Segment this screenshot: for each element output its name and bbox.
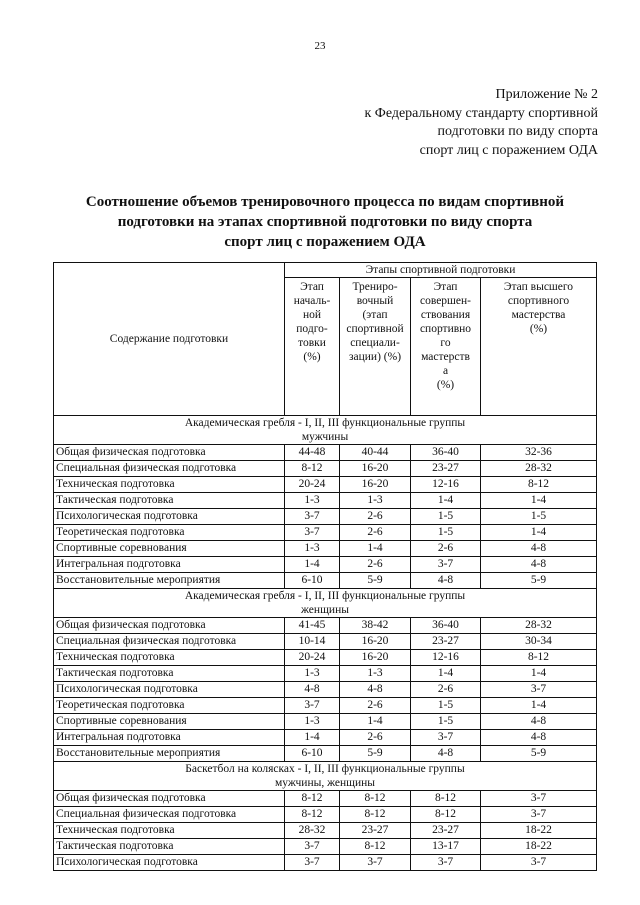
section-title-line: мужчины, женщины: [274, 777, 376, 789]
row-value: 2-6: [340, 557, 411, 573]
row-name: Психологическая подготовка: [54, 682, 285, 698]
row-name: Тактическая подготовка: [54, 666, 285, 682]
row-value: 1-3: [285, 666, 340, 682]
row-value: 23-27: [340, 823, 411, 839]
row-value: 8-12: [411, 807, 481, 823]
row-value: 1-4: [285, 730, 340, 746]
row-value: 3-7: [285, 509, 340, 525]
stage-header: [411, 278, 481, 416]
row-name: Психологическая подготовка: [54, 509, 285, 525]
row-value: 8-12: [340, 807, 411, 823]
stage-header-line: Трениро-: [352, 281, 398, 293]
row-name: Специальная физическая подготовка: [54, 807, 285, 823]
row-value: 4-8: [340, 682, 411, 698]
row-value: 8-12: [411, 791, 481, 807]
row-value: 38-42: [340, 618, 411, 634]
row-value: 3-7: [340, 855, 411, 871]
row-value: 23-27: [411, 823, 481, 839]
row-value: 36-40: [411, 445, 481, 461]
table-row: [54, 525, 597, 541]
row-name: Спортивные соревнования: [54, 541, 285, 557]
table-row: [54, 823, 597, 839]
section-row: [54, 416, 597, 445]
table-row: [54, 461, 597, 477]
row-value: 3-7: [285, 698, 340, 714]
row-value: 1-4: [411, 493, 481, 509]
table-row: [54, 573, 597, 589]
row-value: 1-4: [411, 666, 481, 682]
stage-header: [285, 278, 340, 416]
row-name: Специальная физическая подготовка: [54, 461, 285, 477]
row-value: 3-7: [285, 855, 340, 871]
row-value: 40-44: [340, 445, 411, 461]
row-name: Теоретическая подготовка: [54, 698, 285, 714]
row-name: Интегральная подготовка: [54, 730, 285, 746]
table-row: [54, 493, 597, 509]
row-name: Общая физическая подготовка: [54, 791, 285, 807]
row-value: 1-3: [285, 541, 340, 557]
row-value: 1-5: [411, 714, 481, 730]
table-row: [54, 855, 597, 871]
stage-header-line: совершен-: [419, 295, 471, 307]
row-value: 8-12: [340, 791, 411, 807]
row-value: 18-22: [481, 839, 597, 855]
row-value: 10-14: [285, 634, 340, 650]
row-value: 3-7: [411, 557, 481, 573]
row-value: 1-5: [411, 509, 481, 525]
row-value: 44-48: [285, 445, 340, 461]
row-value: 4-8: [481, 541, 597, 557]
row-value: 4-8: [411, 573, 481, 589]
row-value: 1-5: [481, 509, 597, 525]
row-value: 1-3: [340, 666, 411, 682]
row-value: 1-4: [285, 557, 340, 573]
section-title-line: мужчины: [301, 431, 349, 443]
row-value: 3-7: [481, 791, 597, 807]
stage-header-line: специали-: [350, 337, 400, 349]
row-value: 8-12: [285, 791, 340, 807]
stage-header-line: (этап: [362, 309, 388, 321]
row-name: Тактическая подготовка: [54, 839, 285, 855]
stage-header-line: началь-: [293, 295, 331, 307]
table-row: [54, 477, 597, 493]
row-value: 1-4: [481, 525, 597, 541]
table-row: [54, 714, 597, 730]
table-row: [54, 541, 597, 557]
row-value: 1-3: [340, 493, 411, 509]
row-value: 20-24: [285, 477, 340, 493]
row-value: 36-40: [411, 618, 481, 634]
row-value: 3-7: [285, 839, 340, 855]
section-title: [54, 762, 597, 791]
section-title-line: Баскетбол на колясках - I, II, III функциональные группы: [185, 763, 465, 775]
row-value: 1-4: [481, 493, 597, 509]
row-value: 4-8: [481, 557, 597, 573]
row-value: 1-5: [411, 525, 481, 541]
section-title: [54, 416, 597, 445]
table-row: [54, 791, 597, 807]
stage-header-line: спортивно: [419, 323, 472, 335]
row-value: 3-7: [411, 730, 481, 746]
table-row: [54, 557, 597, 573]
row-name: Техническая подготовка: [54, 477, 285, 493]
stage-header-line: Этап: [433, 281, 458, 293]
stage-header-line: ной: [302, 309, 322, 321]
row-value: 41-45: [285, 618, 340, 634]
table-row: [54, 634, 597, 650]
section-title-line: Академическая гребля - I, II, III функциональные группы: [184, 590, 466, 602]
row-value: 8-12: [481, 650, 597, 666]
title-line: спорт лиц с поражением ОДА: [224, 234, 426, 250]
row-value: 16-20: [340, 477, 411, 493]
row-name: Психологическая подготовка: [54, 855, 285, 871]
stage-header: [340, 278, 411, 416]
row-name: Теоретическая подготовка: [54, 525, 285, 541]
row-name: Восстановительные мероприятия: [54, 573, 285, 589]
row-value: 3-7: [481, 807, 597, 823]
stage-header: [481, 278, 597, 416]
row-name: Специальная физическая подготовка: [54, 634, 285, 650]
table-row: [54, 730, 597, 746]
section-title-line: Академическая гребля - I, II, III функциональные группы: [184, 417, 466, 429]
appendix-line: спорт лиц с поражением ОДА: [419, 142, 598, 158]
row-value: 8-12: [481, 477, 597, 493]
row-value: 20-24: [285, 650, 340, 666]
section-title: [54, 589, 597, 618]
row-value: 30-34: [481, 634, 597, 650]
appendix-line: к Федеральному стандарту спортивной: [364, 105, 598, 121]
row-name: Техническая подготовка: [54, 650, 285, 666]
row-value: 28-32: [481, 618, 597, 634]
row-value: 12-16: [411, 650, 481, 666]
stage-header-line: вочный: [356, 295, 394, 307]
table-row: [54, 698, 597, 714]
row-value: 1-4: [340, 714, 411, 730]
stage-header-line: ствования: [420, 309, 471, 321]
table-row: [54, 618, 597, 634]
row-value: 5-9: [340, 746, 411, 762]
content-header: Содержание подготовки: [54, 263, 285, 416]
table-row: [54, 746, 597, 762]
stage-header-line: Этап: [300, 281, 324, 293]
row-value: 5-9: [340, 573, 411, 589]
row-value: 1-3: [285, 493, 340, 509]
stage-header-line: товки: [298, 337, 326, 349]
row-value: 32-36: [481, 445, 597, 461]
row-value: 1-3: [285, 714, 340, 730]
row-value: 23-27: [411, 461, 481, 477]
row-value: 5-9: [481, 573, 597, 589]
row-value: 8-12: [285, 807, 340, 823]
title-line: подготовки на этапах спортивной подготовки по виду спорта: [117, 214, 533, 230]
row-name: Восстановительные мероприятия: [54, 746, 285, 762]
row-value: 8-12: [340, 839, 411, 855]
table-row: [54, 650, 597, 666]
row-name: Тактическая подготовка: [54, 493, 285, 509]
row-value: 2-6: [340, 730, 411, 746]
row-value: 1-5: [411, 698, 481, 714]
row-value: 3-7: [411, 855, 481, 871]
table-row: [54, 682, 597, 698]
row-value: 28-32: [285, 823, 340, 839]
row-value: 23-27: [411, 634, 481, 650]
appendix-line: Приложение № 2: [495, 87, 598, 102]
row-value: 4-8: [481, 730, 597, 746]
row-value: 18-22: [481, 823, 597, 839]
row-value: 12-16: [411, 477, 481, 493]
row-value: 4-8: [411, 746, 481, 762]
appendix-line: подготовки по виду спорта: [437, 124, 598, 139]
training-ratio-table: [53, 262, 597, 871]
row-value: 16-20: [340, 650, 411, 666]
row-value: 1-4: [481, 666, 597, 682]
row-name: Интегральная подготовка: [54, 557, 285, 573]
row-name: Общая физическая подготовка: [54, 445, 285, 461]
row-value: 2-6: [340, 525, 411, 541]
row-value: 2-6: [411, 541, 481, 557]
row-name: Спортивные соревнования: [54, 714, 285, 730]
table-row: [54, 839, 597, 855]
stage-header-line: (%): [436, 379, 455, 391]
row-name: Общая физическая подготовка: [54, 618, 285, 634]
stage-header-line: мастерства: [511, 309, 566, 321]
stage-header-line: (%): [303, 351, 321, 363]
row-value: 5-9: [481, 746, 597, 762]
row-value: 8-12: [285, 461, 340, 477]
row-value: 13-17: [411, 839, 481, 855]
appendix-note: [364, 86, 598, 160]
document-title: [60, 192, 590, 252]
stage-header-line: подго-: [296, 323, 328, 335]
section-row: [54, 589, 597, 618]
row-value: 6-10: [285, 573, 340, 589]
title-line: Соотношение объемов тренировочного процесса по видам спортивной: [85, 194, 565, 210]
row-value: 3-7: [481, 682, 597, 698]
stages-header: Этапы спортивной подготовки: [285, 263, 597, 278]
stage-header-line: а: [442, 365, 449, 377]
table-row: [54, 509, 597, 525]
stage-header-line: спортивного: [507, 295, 570, 307]
row-value: 2-6: [340, 698, 411, 714]
row-value: 2-6: [411, 682, 481, 698]
table-row: [54, 666, 597, 682]
row-value: 6-10: [285, 746, 340, 762]
section-row: [54, 762, 597, 791]
section-title-line: женщины: [301, 604, 349, 616]
stage-header-line: спортивной: [346, 323, 404, 335]
row-value: 1-4: [340, 541, 411, 557]
row-value: 28-32: [481, 461, 597, 477]
table-row: [54, 445, 597, 461]
row-value: 16-20: [340, 634, 411, 650]
row-value: 3-7: [285, 525, 340, 541]
row-value: 16-20: [340, 461, 411, 477]
stage-header-line: (%): [529, 323, 548, 335]
row-value: 4-8: [285, 682, 340, 698]
row-value: 2-6: [340, 509, 411, 525]
stage-header-line: Этап высшего: [503, 281, 574, 293]
row-value: 1-4: [481, 698, 597, 714]
page-number: 23: [314, 40, 326, 52]
row-name: Техническая подготовка: [54, 823, 285, 839]
stage-header-line: го: [440, 337, 451, 349]
table-row: [54, 807, 597, 823]
row-value: 3-7: [481, 855, 597, 871]
stage-header-line: мастерств: [421, 351, 470, 363]
stage-header-line: зации) (%): [348, 351, 402, 363]
row-value: 4-8: [481, 714, 597, 730]
